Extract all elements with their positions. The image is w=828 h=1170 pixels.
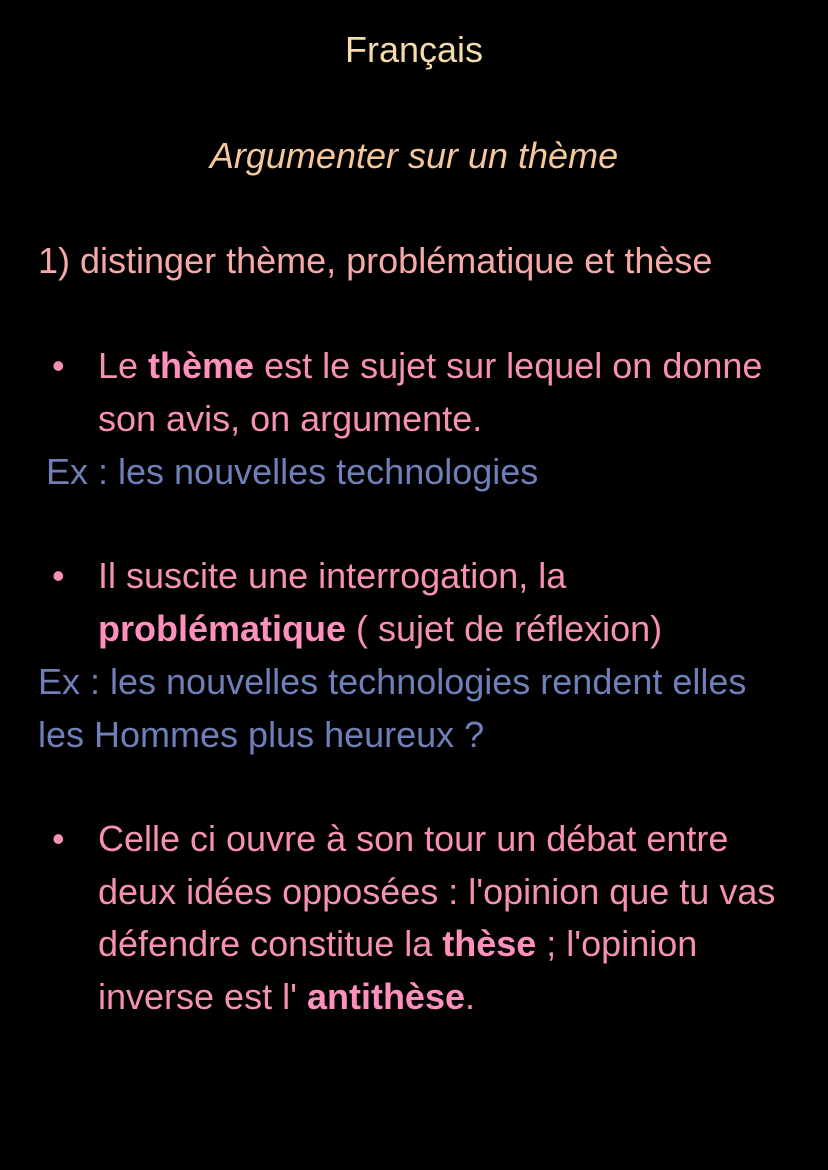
emphasis-these: thèse bbox=[442, 923, 537, 964]
example-theme: Ex : les nouvelles technologies bbox=[46, 451, 539, 492]
bullet-dot-icon: • bbox=[52, 818, 65, 859]
bullet-theme-text: Le thème est le sujet sur lequel on donne son avis, on argumente. bbox=[98, 345, 763, 439]
emphasis-theme: thème bbox=[148, 345, 255, 386]
example-problematique: Ex : les nouvelles technologies rendent elles les Hommes plus heureux ? bbox=[38, 661, 747, 755]
bullet-problematique-text: Il suscite une interrogation, la problématique ( sujet de réflexion) bbox=[98, 555, 663, 649]
bullet-these-text: Celle ci ouvre à son tour un débat entre deux idées opposées : l'opinion que tu vas défendre constitue la thèse ; l'opinion inverse est l' antithèse. bbox=[98, 818, 776, 1017]
page-subtitle: Argumenter sur un thème bbox=[209, 135, 619, 176]
emphasis-antithese: antithèse bbox=[306, 975, 465, 1017]
bullet-dot-icon: • bbox=[52, 555, 65, 596]
bullet-dot-icon: • bbox=[52, 345, 65, 386]
section-heading: 1) distinger thème, problématique et thèse bbox=[38, 240, 713, 281]
emphasis-problematique: problématique bbox=[98, 607, 347, 649]
page-title: Français bbox=[344, 29, 484, 70]
